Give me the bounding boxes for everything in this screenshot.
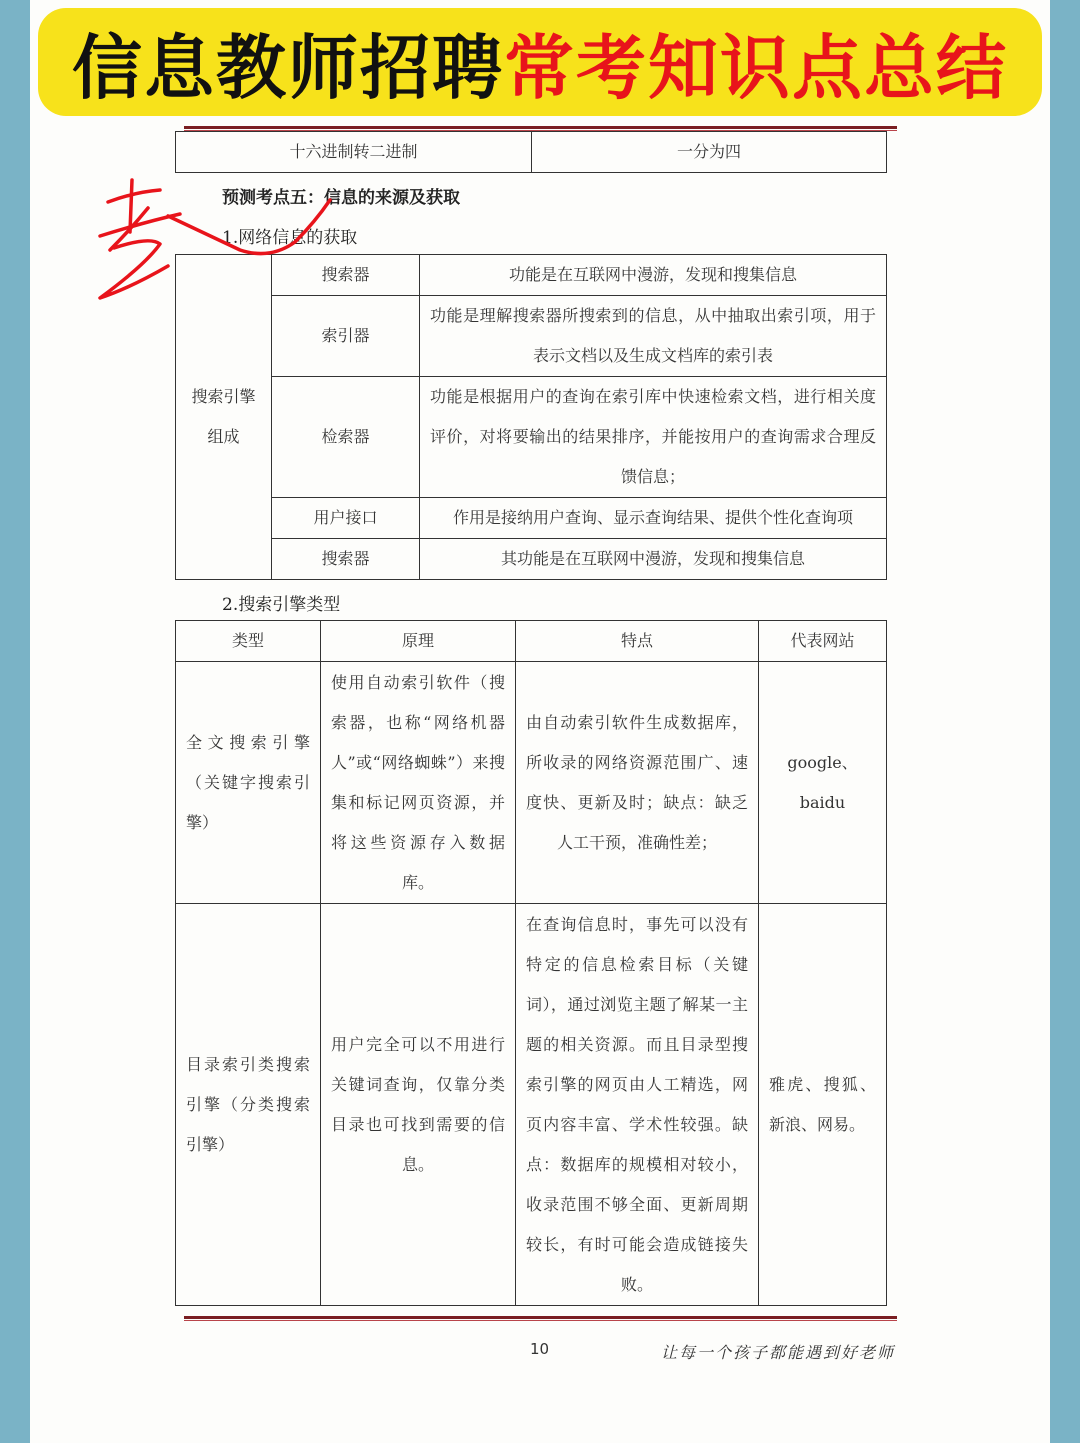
footer-rule bbox=[184, 1316, 897, 1319]
principle-cell: 用户完全可以不用进行关键词查询，仅靠分类目录也可找到需要的信息。 bbox=[321, 904, 516, 1306]
handwritten-annotation bbox=[90, 170, 350, 310]
features-cell: 在查询信息时，事先可以没有特定的信息检索目标（关键词），通过浏览主题了解某一主题的相关资源。而且目录型搜索引擎的网页由人工精选，网页内容丰富、学术性较强。缺点：数据库的规模相对较小，收录范围不够全面、更新周期较长，有时可能会造成链接失败。 bbox=[516, 904, 759, 1306]
header-features: 特点 bbox=[516, 621, 759, 662]
features-cell: 由自动索引软件生成数据库，所收录的网络资源范围广、速度快、更新及时；缺点：缺乏人工干预，准确性差； bbox=[516, 662, 759, 904]
header-rule bbox=[184, 126, 897, 129]
type-cell: 目录索引类搜索引擎（分类搜索引擎） bbox=[176, 904, 321, 1306]
component-desc: 作用是接纳用户查询、显示查询结果、提供个性化查询项 bbox=[420, 498, 887, 539]
conversion-left: 十六进制转二进制 bbox=[176, 132, 532, 173]
title-part-red: 常考知识点总结 bbox=[504, 26, 1008, 109]
engine-group-label-line2: 组成 bbox=[207, 427, 240, 446]
component-name: 索引器 bbox=[272, 296, 420, 377]
component-desc: 功能是在互联网中漫游，发现和搜集信息 bbox=[420, 255, 887, 296]
type-cell: 全文搜索引擎（关键字搜索引擎） bbox=[176, 662, 321, 904]
sites-cell: 雅虎、搜狐、新浪、网易。 bbox=[759, 904, 887, 1306]
footer-rule-thin bbox=[184, 1320, 897, 1321]
sub1-heading: 1.网络信息的获取 bbox=[222, 228, 358, 248]
types-row bbox=[176, 904, 887, 1306]
title-part-black: 信息教师招聘 bbox=[72, 26, 504, 109]
sub2-heading: 2.搜索引擎类型 bbox=[222, 595, 341, 615]
conversion-right: 一分为四 bbox=[532, 132, 887, 173]
component-name: 搜索器 bbox=[272, 539, 420, 580]
component-name: 检索器 bbox=[272, 377, 420, 498]
component-desc: 其功能是在互联网中漫游，发现和搜集信息 bbox=[420, 539, 887, 580]
component-name: 用户接口 bbox=[272, 498, 420, 539]
engine-group-label-line1: 搜索引擎 bbox=[191, 387, 256, 406]
component-desc: 功能是根据用户的查询在索引库中快速检索文档，进行相关度评价，对将要输出的结果排序，并能按用户的查询需求合理反馈信息； bbox=[420, 377, 887, 498]
sites-cell: google、baidu bbox=[759, 662, 887, 904]
types-header-row bbox=[176, 621, 887, 662]
component-name: 搜索器 bbox=[272, 255, 420, 296]
section-heading: 预测考点五：信息的来源及获取 bbox=[222, 188, 460, 208]
header-sites: 代表网站 bbox=[759, 621, 887, 662]
component-desc: 功能是理解搜索器所搜索到的信息，从中抽取出索引项，用于表示文档以及生成文档库的索引表 bbox=[420, 296, 887, 377]
types-row bbox=[176, 662, 887, 904]
footer-slogan: 让每一个孩子都能遇到好老师 bbox=[660, 1343, 895, 1362]
conversion-table bbox=[175, 131, 887, 173]
header-type: 类型 bbox=[176, 621, 321, 662]
principle-cell: 使用自动索引软件（搜索器，也称“网络机器人”或“网络蜘蛛”）来搜集和标记网页资源，并将这些资源存入数据库。 bbox=[321, 662, 516, 904]
engine-types-table bbox=[175, 620, 887, 1306]
header-principle: 原理 bbox=[321, 621, 516, 662]
title-banner bbox=[38, 8, 1042, 116]
page-number: 10 bbox=[530, 1340, 550, 1358]
